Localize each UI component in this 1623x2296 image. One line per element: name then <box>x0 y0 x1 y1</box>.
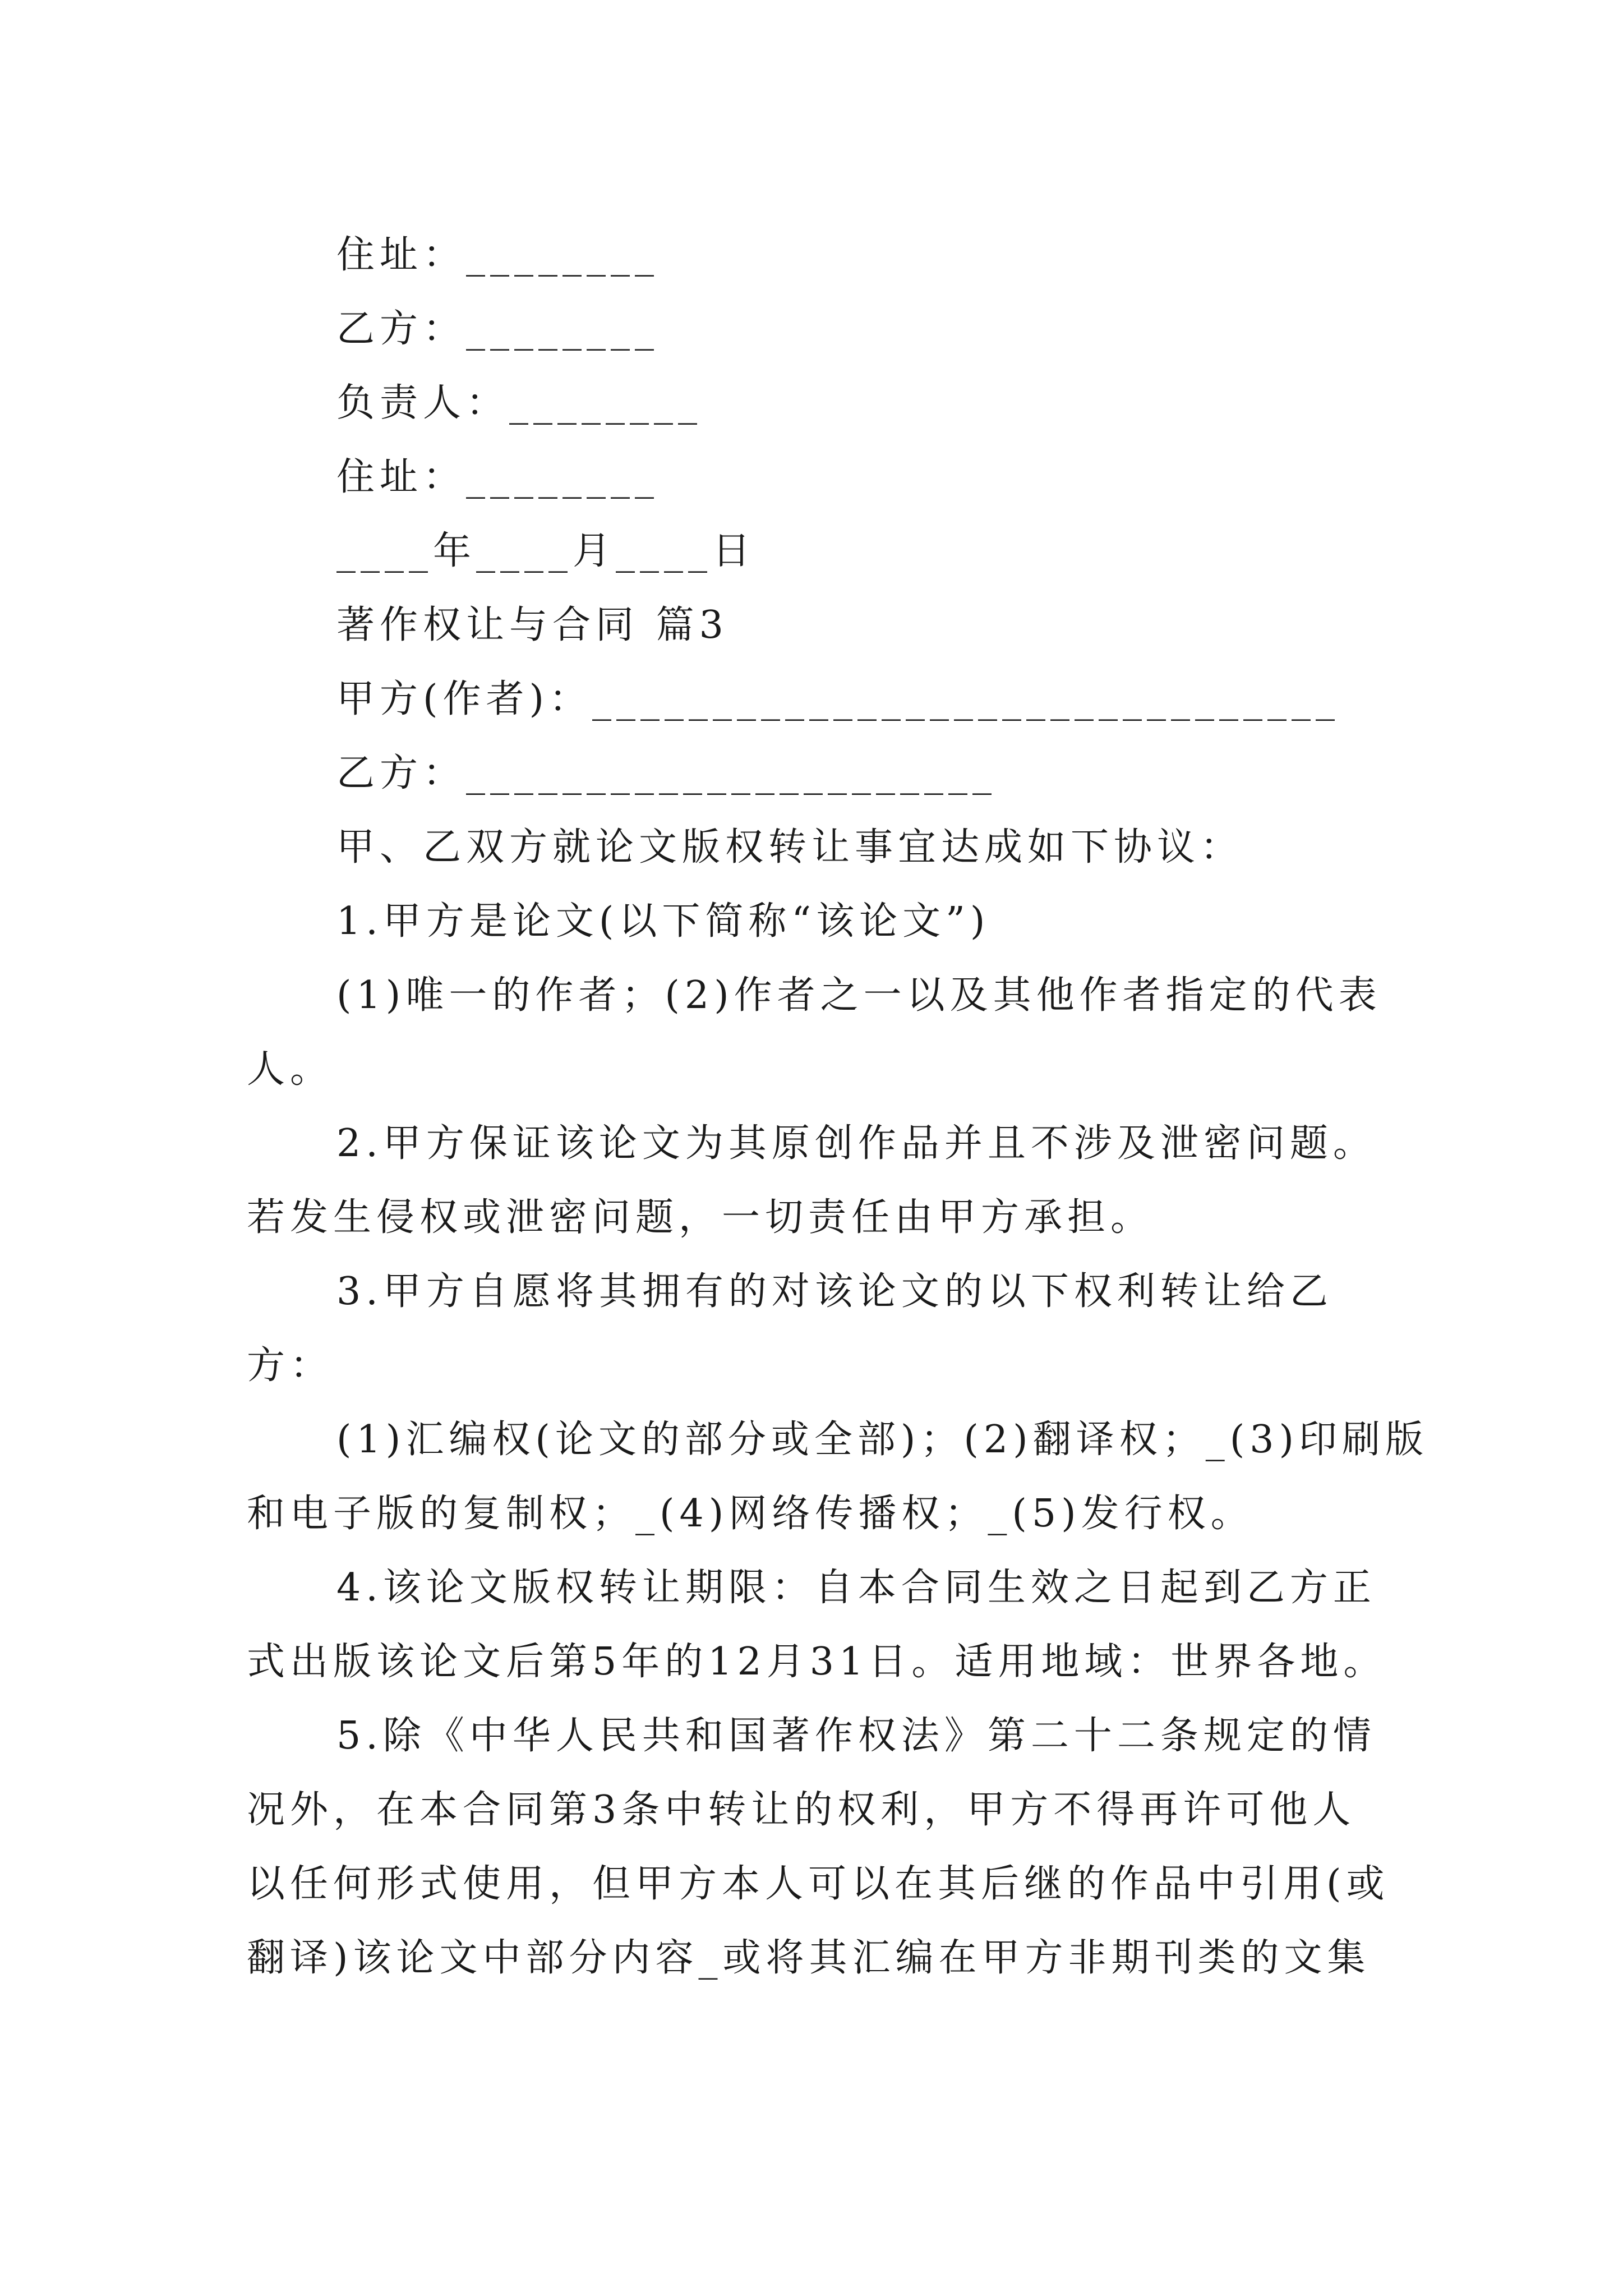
clause-5-cont-1: 况外，在本合同第3条中转让的权利，甲方不得再许可他人 <box>247 1788 1356 1832</box>
clause-3-rights: (1)汇编权(论文的部分或全部)；(2)翻译权；_(3)印刷版 <box>336 1418 1429 1462</box>
clause-3-cont: 方： <box>247 1343 334 1388</box>
clause-4-cont: 式出版该论文后第5年的12月31日。适用地域：世界各地。 <box>247 1640 1387 1684</box>
clause-2: 2.甲方保证该论文为其原创作品并且不涉及泄密问题。 <box>336 1121 1376 1166</box>
clause-3-rights-cont: 和电子版的复制权；_(4)网络传播权；_(5)发行权。 <box>247 1492 1254 1536</box>
address-line-party-a: 住址：________ <box>336 233 660 277</box>
clause-2-cont: 若发生侵权或泄密问题，一切责任由甲方承担。 <box>247 1195 1154 1240</box>
address-line-party-b: 住址：________ <box>336 455 660 499</box>
date-line: ____年____月____日 <box>336 529 756 573</box>
clause-1-detail-cont: 人。 <box>247 1047 334 1092</box>
responsible-person-line: 负责人：________ <box>336 381 703 425</box>
section-title: 著作权让与合同 篇3 <box>336 603 728 647</box>
party-b-line-2: 乙方：______________________ <box>336 751 997 795</box>
agreement-intro: 甲、乙双方就论文版权转让事宜达成如下协议： <box>336 825 1244 869</box>
clause-1-detail: (1)唯一的作者；(2)作者之一以及其他作者指定的代表 <box>336 973 1382 1018</box>
clause-3: 3.甲方自愿将其拥有的对该论文的以下权利转让给乙 <box>336 1269 1333 1314</box>
party-a-author-line: 甲方(作者)：_______________________________ <box>336 677 1340 721</box>
clause-5-cont-3: 翻译)该论文中部分内容_或将其汇编在甲方非期刊类的文集 <box>247 1936 1371 1980</box>
clause-4: 4.该论文版权转让期限：自本合同生效之日起到乙方正 <box>336 1566 1376 1610</box>
party-b-line: 乙方：________ <box>336 307 660 351</box>
clause-5-cont-2: 以任何形式使用，但甲方本人可以在其后继的作品中引用(或 <box>247 1862 1390 1906</box>
clause-5: 5.除《中华人民共和国著作权法》第二十二条规定的情 <box>336 1714 1376 1758</box>
clause-1: 1.甲方是论文(以下简称“该论文”) <box>336 899 990 944</box>
